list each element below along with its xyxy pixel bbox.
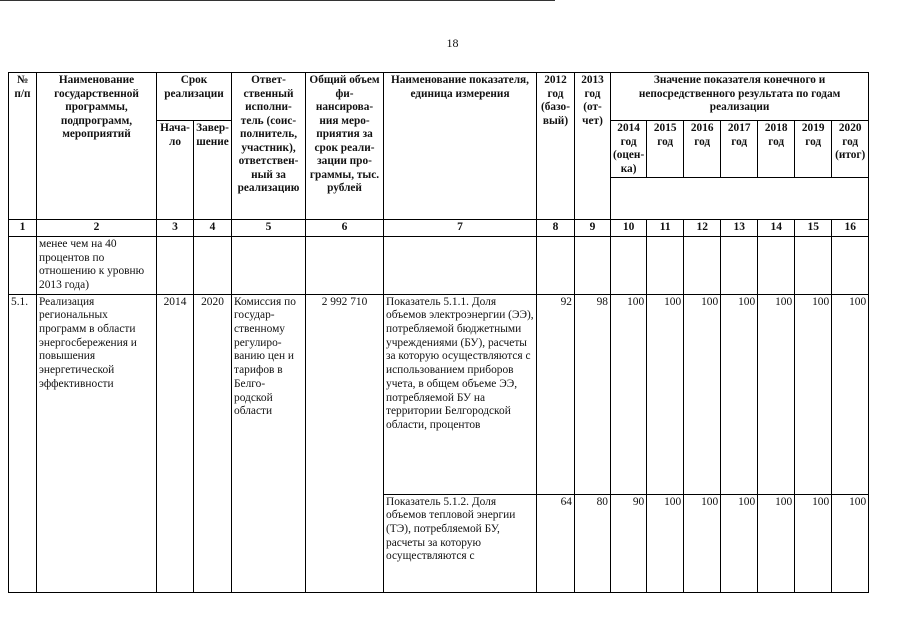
measure-name: Реализация региональных программ в области энергосбережения и повышения энергетической эффективности: [37, 294, 157, 592]
indicator-text: Показатель 5.1.2. Доля объемов тепловой энергии (ТЭ), потребляемой БУ, расчеты за которую осуществляются с: [384, 494, 537, 592]
col-number: 5: [232, 220, 306, 237]
col-number: 16: [832, 220, 869, 237]
header-year-2015: 2015 год: [647, 121, 684, 178]
header-values-group: Значение показателя конечного и непосредственного результата по годам реализации: [611, 73, 869, 121]
continuation-row: [9, 236, 869, 294]
header-num: № п/п: [9, 73, 37, 220]
value-2017: 100: [721, 294, 758, 494]
col-number: 6: [306, 220, 384, 237]
header-year-2019: 2019 год: [795, 121, 832, 178]
value-2020: 100: [832, 494, 869, 592]
base-year-value: 92: [537, 294, 575, 494]
header-funding: Общий объем фи-нансирова-ния меро-приятия за срок реали-зации про-граммы, тыс. рублей: [306, 73, 384, 220]
column-numbers-row: [9, 220, 869, 237]
report-year-value: 98: [575, 294, 611, 494]
col-number: 2: [37, 220, 157, 237]
col-number: 4: [194, 220, 232, 237]
value-2018: 100: [758, 294, 795, 494]
value-2019: 100: [795, 494, 832, 592]
header-program-name: Наименование государственной программы, подпрограмм, мероприятий: [37, 73, 157, 220]
col-number: 15: [795, 220, 832, 237]
continued-name-text: менее чем на 40 процентов по отношению к уровню 2013 года): [37, 236, 157, 294]
header-2013: 2013 год (от-чет): [575, 73, 611, 220]
indicator-row-5-1-1: [9, 294, 869, 494]
header-spacer: [611, 178, 869, 220]
funding-value: 2 992 710: [306, 294, 384, 592]
col-number: 9: [575, 220, 611, 237]
value-2018: 100: [758, 494, 795, 592]
value-2017: 100: [721, 494, 758, 592]
col-number: 3: [157, 220, 194, 237]
header-year-2020: 2020 год (итог): [832, 121, 869, 178]
header-responsible: Ответ-ственный исполни-тель (соис-полнитель, участник), ответствен-ный за реализацию: [232, 73, 306, 220]
header-year-2018: 2018 год: [758, 121, 795, 178]
header-term: Срок реализации: [157, 73, 232, 121]
header-indicator: Наименование показателя, единица измерения: [384, 73, 537, 220]
value-2014: 90: [611, 494, 647, 592]
header-year-2017: 2017 год: [721, 121, 758, 178]
col-number: 11: [647, 220, 684, 237]
col-number: 13: [721, 220, 758, 237]
header-2012: 2012 год (базо-вый): [537, 73, 575, 220]
value-2016: 100: [684, 294, 721, 494]
value-2015: 100: [647, 494, 684, 592]
responsible-executor: Комиссия по государ-ственному регулиро-ванию цен и тарифов в Белго-родской области: [232, 294, 306, 592]
header-year-2016: 2016 год: [684, 121, 721, 178]
term-start-value: 2014: [157, 294, 194, 592]
base-year-value: 64: [537, 494, 575, 592]
header-year-2014: 2014 год (оцен-ка): [611, 121, 647, 178]
value-2020: 100: [832, 294, 869, 494]
top-rule: [0, 0, 555, 1]
value-2019: 100: [795, 294, 832, 494]
header-term-end: Завер-шение: [194, 121, 232, 220]
program-table: [8, 72, 869, 593]
col-number: 1: [9, 220, 37, 237]
header-term-start: Нача-ло: [157, 121, 194, 220]
page-number: 18: [446, 36, 459, 50]
col-number: 7: [384, 220, 537, 237]
col-number: 10: [611, 220, 647, 237]
col-number: 12: [684, 220, 721, 237]
row-number: 5.1.: [9, 294, 37, 592]
value-2016: 100: [684, 494, 721, 592]
report-year-value: 80: [575, 494, 611, 592]
col-number: 14: [758, 220, 795, 237]
term-end-value: 2020: [194, 294, 232, 592]
value-2015: 100: [647, 294, 684, 494]
indicator-text: Показатель 5.1.1. Доля объемов электроэнергии (ЭЭ), потребляемой бюджетными учреждениями (БУ), расчеты за которую осуществляются с использованием приборов учета, в общем объеме ЭЭ, потребляемой БУ на территории Белгородской области, процентов: [384, 294, 537, 494]
value-2014: 100: [611, 294, 647, 494]
col-number: 8: [537, 220, 575, 237]
